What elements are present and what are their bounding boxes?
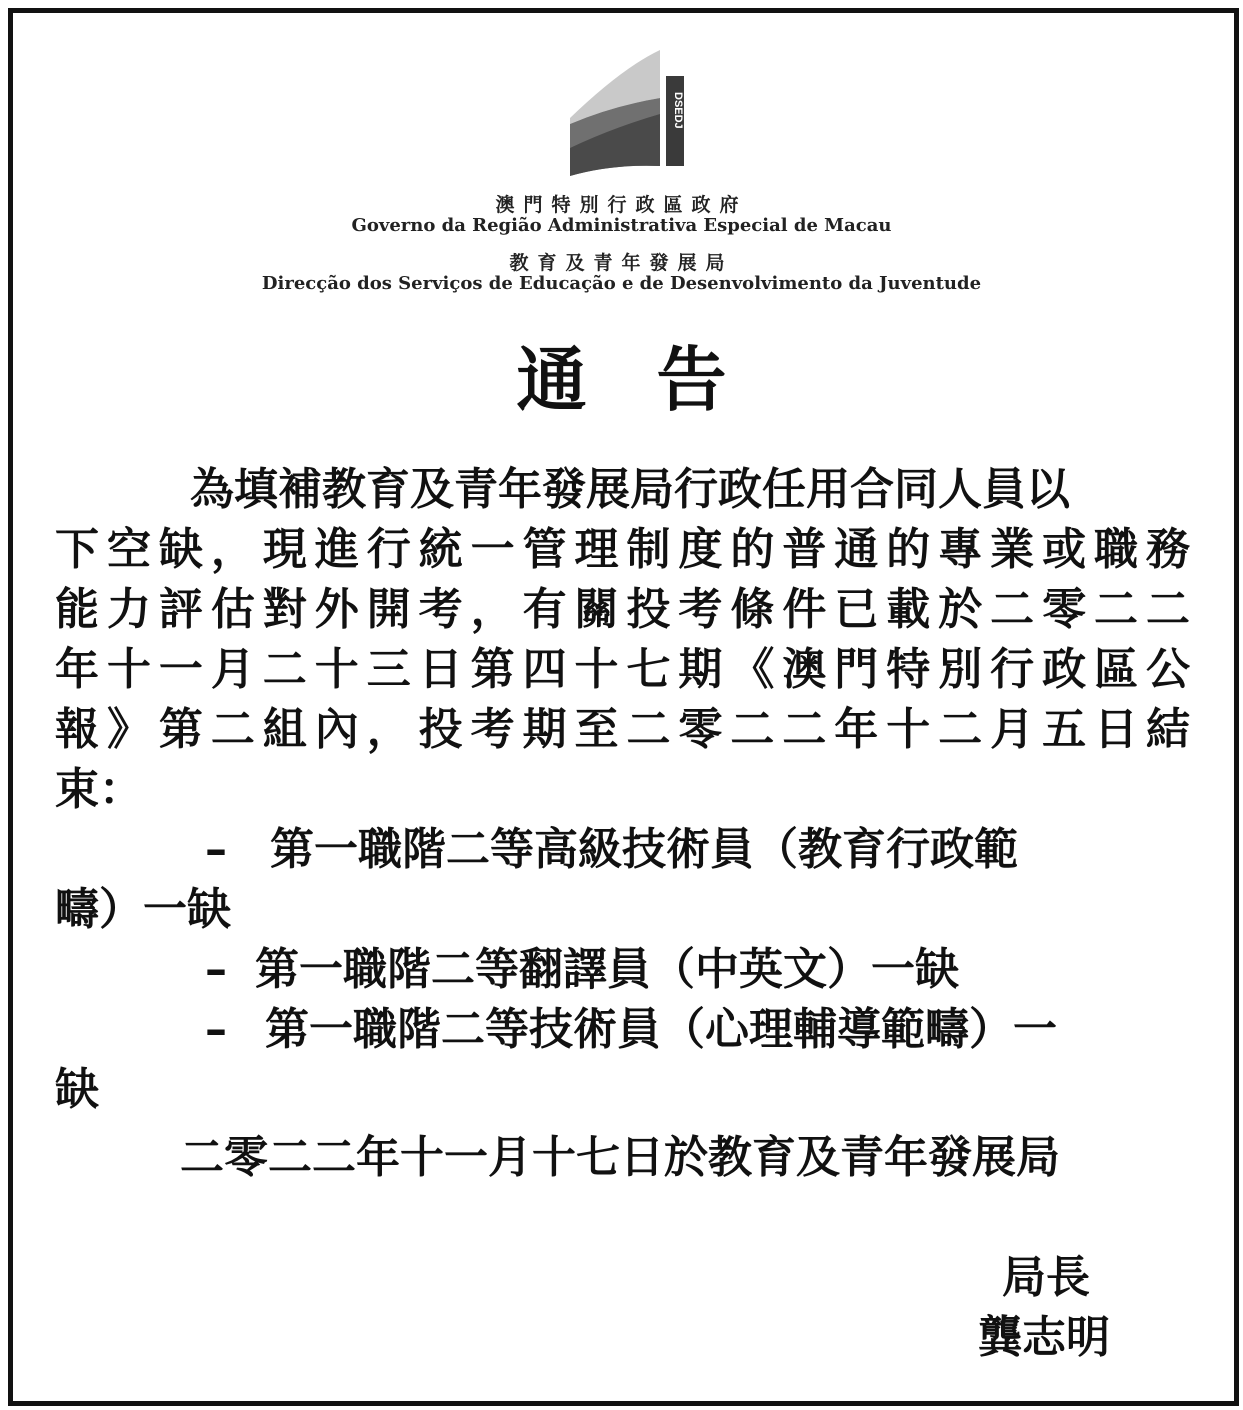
vacancy-dash-2: –: [205, 944, 227, 995]
vacancy-3: 第一職階二等技術員（心理輔導範疇）一: [265, 1004, 1057, 1055]
vacancy-2: 第一職階二等翻譯員（中英文）一缺: [255, 944, 959, 995]
signature-title: 局長: [1002, 1252, 1090, 1303]
date-line: 二零二二年十一月十七日於教育及青年發展局: [180, 1132, 1060, 1183]
vacancy-1: 第一職階二等高級技術員（教育行政範: [270, 824, 1018, 875]
dept-name-pt: Direcção dos Serviços de Educação e de Desenvolvimento da Juventude: [261, 273, 982, 294]
dsedj-logo: [562, 48, 692, 178]
gov-name-pt: Governo da Região Administrativa Especial de Macau: [351, 215, 892, 236]
body-line-5: 報》第二組內，投考期至二零二二年十二月五日結: [55, 704, 1190, 755]
body-line-2: 下空缺，現進行統一管理制度的普通的專業或職務: [55, 524, 1190, 575]
body-line-3: 能力評估對外開考，有關投考條件已載於二零二二: [55, 584, 1190, 635]
dept-name-zh: 教育及青年發展局: [509, 252, 734, 274]
vacancy-dash-1: –: [205, 824, 227, 875]
notice-title: 通告: [516, 339, 797, 421]
body-line-6: 束：: [55, 764, 143, 815]
vacancy-dash-3: –: [205, 1004, 227, 1055]
gov-name-zh: 澳門特別行政區政府: [495, 194, 748, 216]
signature-name: 龔志明: [978, 1312, 1110, 1363]
logo-text: DSEDJ: [672, 92, 684, 129]
vacancy-1-cont: 疇）一缺: [55, 884, 231, 935]
vacancy-3-cont: 缺: [55, 1064, 99, 1115]
body-line-1: 為填補教育及青年發展局行政任用合同人員以: [190, 464, 1070, 515]
body-line-4: 年十一月二十三日第四十七期《澳門特別行政區公: [55, 644, 1190, 695]
